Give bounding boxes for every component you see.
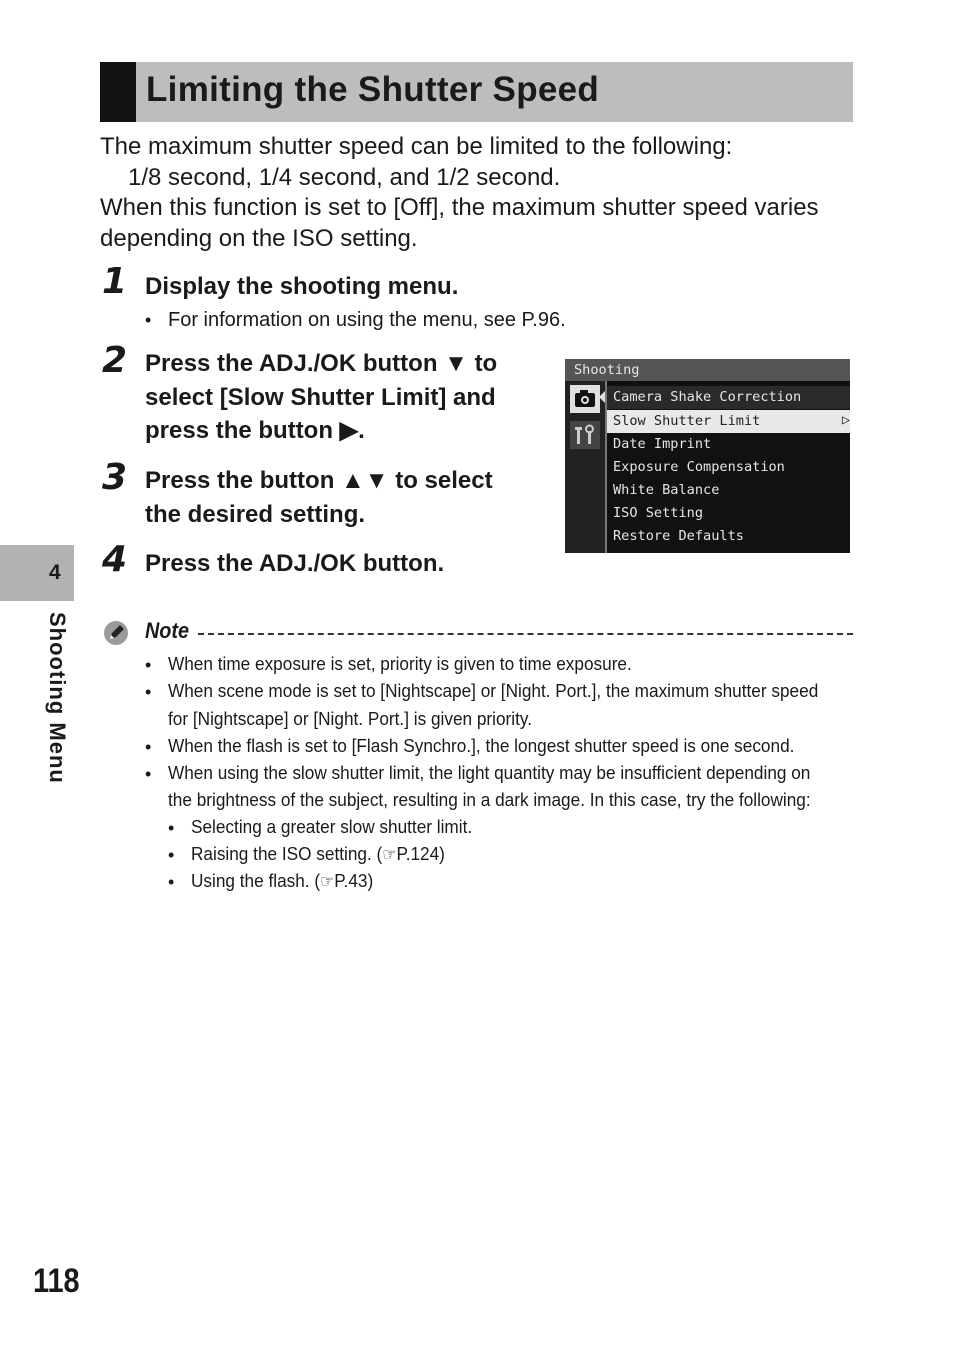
step-text [145,347,497,448]
menu-tab-column [565,381,605,553]
step-number: 2 [102,340,128,381]
menu-item: Restore Defaults [613,528,744,544]
page-reference: P.124) [396,843,445,864]
intro-line: When this function is set to [Off], the maximum shutter speed varies [100,194,819,221]
bullet-dot: • [145,764,152,784]
bullet-dot: • [145,682,152,702]
bullet-dot: • [168,818,175,838]
menu-item-selected: Slow Shutter Limit ▷ [607,410,850,433]
intro-line: 1/8 second, 1/4 second, and 1/2 second. [128,163,561,191]
note-subbullet: Raising the ISO setting. (☞P.124) [191,843,445,864]
step-text-line: the desired setting. [145,500,366,528]
intro-text [100,132,860,254]
menu-item: Exposure Compensation [613,459,785,475]
note-subbullet: Selecting a greater slow shutter limit. [191,816,473,837]
note-bullet: When the flash is set to [Flash Synchro.], the longest shutter speed is one second. [168,735,795,756]
page-title: Limiting the Shutter Speed [146,70,600,109]
camera-menu-screenshot [565,359,850,553]
note-bullet: When scene mode is set to [Nightscape] or [Night. Port.], the maximum shutter speed [168,680,819,701]
note-bullet-cont: for [Nightscape] or [Night. Port.] is given priority. [168,708,532,729]
step-text-line: Press the button ▲▼ to select [145,467,493,494]
note-pencil-icon [102,619,130,647]
step-text: Press the ADJ./OK button. [145,550,445,577]
bullet-dot: • [145,310,152,330]
note-title: Note [145,618,190,643]
note-bullet: When using the slow shutter limit, the light quantity may be insufficient depending on [168,762,811,783]
chapter-tab: 4 [0,545,74,601]
setup-icon [570,421,600,449]
page-reference: P.43) [334,870,374,891]
reference-hand-icon: ☞ [382,845,397,864]
bullet-dot: • [168,845,175,865]
step-text-line: press the button ▶. [145,417,365,444]
chapter-label: Shooting Menu [45,612,70,784]
step-text: Display the shooting menu. [145,273,459,300]
step-text-line: Press the ADJ./OK button ▼ to [145,350,498,377]
note-bullet: When time exposure is set, priority is given to time exposure. [168,653,632,674]
camera-icon [570,385,600,413]
step-number: 3 [102,457,128,498]
menu-item: ISO Setting [613,505,704,521]
note-bullet-cont: the brightness of the subject, resulting in a dark image. In this case, try the following: [168,789,811,810]
reference-hand-icon: ☞ [320,872,335,891]
page-number: 118 [33,1262,80,1300]
step-number: 4 [102,539,128,580]
bullet-dot: • [145,655,152,675]
section-title-bar [100,62,853,122]
right-arrow-icon: ▷ [841,412,850,428]
menu-item: Camera Shake Correction [607,386,850,409]
note-dashed-rule [198,633,853,635]
step-subtext: For information on using the menu, see P.96. [168,309,566,331]
step-text-line: select [Slow Shutter Limit] and [145,383,496,411]
bullet-dot: • [145,737,152,757]
step-number: 1 [102,261,128,302]
intro-line: The maximum shutter speed can be limited to the following: [100,133,733,160]
menu-header: Shooting [565,359,850,381]
menu-item: White Balance [613,482,720,498]
bullet-dot: • [168,872,175,892]
step-text [145,464,493,531]
intro-line: depending on the ISO setting. [100,224,418,252]
note-subbullet: Using the flash. (☞P.43) [191,870,374,891]
menu-item: Date Imprint [613,436,712,452]
title-marker [100,62,136,122]
